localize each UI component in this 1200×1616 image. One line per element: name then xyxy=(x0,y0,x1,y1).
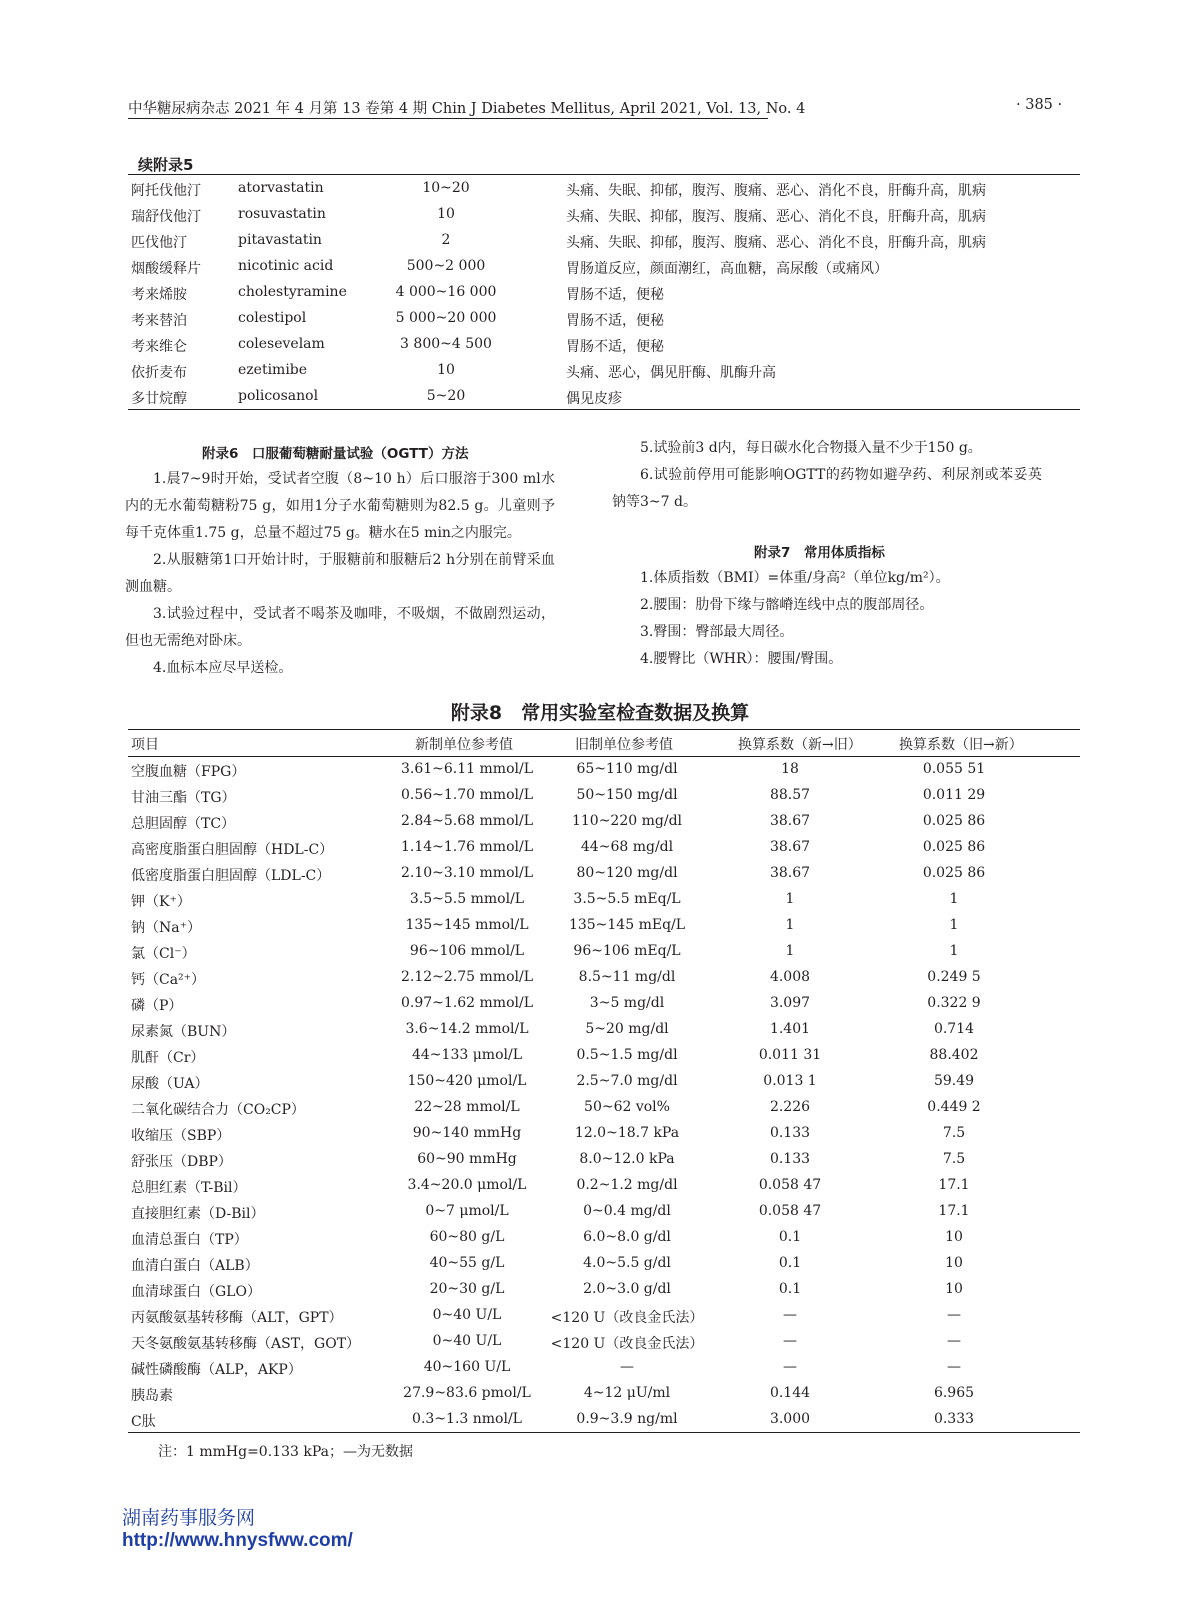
lab-old-unit: 0.2~1.2 mg/dl xyxy=(576,1177,678,1193)
lab-factor-old-new: 1 xyxy=(949,917,959,933)
lab-factor-old-new: 17.1 xyxy=(938,1177,970,1193)
lab-row xyxy=(128,1303,1080,1330)
lab-factor-old-new: 17.1 xyxy=(938,1203,970,1219)
body-index-item-4: 4.腰臀比（WHR）：腰围/臀围。 xyxy=(640,651,843,667)
drug-en-name: colestipol xyxy=(238,310,307,326)
lab-old-unit: 12.0~18.7 kPa xyxy=(574,1125,680,1141)
lab-old-unit: 50~150 mg/dl xyxy=(576,787,678,803)
lab-factor-old-new: 0.025 86 xyxy=(922,865,986,881)
drug-effects: 胃肠道反应，颜面潮红，高血糖，高尿酸（或痛风） xyxy=(566,261,888,277)
lab-new-unit: 2.10~3.10 mmol/L xyxy=(401,865,533,881)
lab-item: 直接胆红素（D-Bil） xyxy=(131,1206,265,1222)
appendix5-top-rule xyxy=(128,174,1080,175)
lab-row xyxy=(128,939,1080,966)
drug-cn-name: 考来维仑 xyxy=(131,339,187,355)
lab-factor-new-old: 1 xyxy=(785,917,795,933)
drug-dose: 10~20 xyxy=(422,180,470,196)
lab-factor-old-new: 0.249 5 xyxy=(927,969,981,985)
drug-en-name: pitavastatin xyxy=(238,232,322,248)
lab-old-unit: 96~106 mEq/L xyxy=(573,943,681,959)
lab-old-unit: 110~220 mg/dl xyxy=(571,813,683,829)
lab-factor-new-old: 2.226 xyxy=(769,1099,811,1115)
drug-row xyxy=(128,176,1080,203)
lab-old-unit: 50~62 vol% xyxy=(584,1099,670,1115)
drug-cn-name: 考来烯胺 xyxy=(131,287,187,303)
lab-row xyxy=(128,887,1080,914)
lab-factor-new-old: 0.1 xyxy=(778,1281,802,1297)
lab-item: 钾（K⁺） xyxy=(131,894,191,910)
running-header: 中华糖尿病杂志 2021 年 4 月第 13 卷第 4 期 Chin J Diabetes Mellitus, April 2021, Vol. 13, No. 4 xyxy=(128,101,806,117)
lab-factor-old-new: 88.402 xyxy=(929,1047,979,1063)
lab-row xyxy=(128,1355,1080,1382)
lab-old-unit: <120 U（改良金氏法） xyxy=(550,1310,704,1326)
lab-item: 血清白蛋白（ALB） xyxy=(131,1258,259,1274)
lab-new-unit: 3.4~20.0 μmol/L xyxy=(407,1177,527,1193)
lab-factor-new-old: 0.144 xyxy=(769,1385,811,1401)
lab-old-unit: 4.0~5.5 g/dl xyxy=(583,1255,671,1271)
drug-cn-name: 烟酸缓释片 xyxy=(131,261,201,277)
drug-en-name: cholestyramine xyxy=(238,284,347,300)
drug-cn-name: 多廿烷醇 xyxy=(131,391,187,407)
drug-effects: 头痛、失眠、抑郁，腹泻、腹痛、恶心、消化不良，肝酶升高，肌病 xyxy=(566,209,986,225)
drug-dose: 2 xyxy=(441,232,451,248)
lab-factor-new-old: — xyxy=(783,1359,797,1375)
lab-item: 甘油三酯（TG） xyxy=(131,790,236,806)
lab-factor-old-new: 0.333 xyxy=(933,1411,975,1427)
drug-en-name: atorvastatin xyxy=(238,180,324,196)
appendix7-title: 附录7 常用体质指标 xyxy=(754,545,885,561)
lab-factor-new-old: 1 xyxy=(785,891,795,907)
lab-item: 肌酐（Cr） xyxy=(131,1050,205,1066)
drug-effects: 胃肠不适，便秘 xyxy=(566,313,664,329)
lab-factor-new-old: 0.1 xyxy=(778,1255,802,1271)
lab-new-unit: 60~90 mmHg xyxy=(417,1151,517,1167)
lab-new-unit: 22~28 mmol/L xyxy=(414,1099,520,1115)
lab-item: 尿酸（UA） xyxy=(131,1076,209,1092)
drug-effects: 胃肠不适，便秘 xyxy=(566,287,664,303)
lab-new-unit: 2.84~5.68 mmol/L xyxy=(401,813,533,829)
lab-new-unit: 60~80 g/L xyxy=(429,1229,505,1245)
drug-row xyxy=(128,332,1080,359)
lab-factor-new-old: 18 xyxy=(781,761,799,777)
lab-new-unit: 3.6~14.2 mmol/L xyxy=(405,1021,529,1037)
lab-new-unit: 0~40 U/L xyxy=(432,1333,502,1349)
drug-effects: 胃肠不适，便秘 xyxy=(566,339,664,355)
lab-item: 二氧化碳结合力（CO₂CP） xyxy=(131,1102,305,1118)
appendix6-left-text xyxy=(125,466,555,682)
lab-factor-new-old: 88.57 xyxy=(769,787,811,803)
lab-old-unit: 5~20 mg/dl xyxy=(585,1021,669,1037)
page-number: · 385 · xyxy=(1016,97,1063,113)
lab-item: 钙（Ca²⁺） xyxy=(131,972,206,988)
lab-row xyxy=(128,1147,1080,1174)
lab-new-unit: 0.56~1.70 mmol/L xyxy=(401,787,533,803)
lab-row xyxy=(128,757,1080,784)
ogtt-step-5: 5.试验前3 d内，每日碳水化合物摄入量不少于150 g。 xyxy=(640,440,982,456)
drug-row xyxy=(128,384,1080,411)
lab-old-unit: 44~68 mg/dl xyxy=(580,839,674,855)
lab-factor-old-new: — xyxy=(947,1359,961,1375)
lab-new-unit: 135~145 mmol/L xyxy=(405,917,529,933)
lab-row xyxy=(128,1017,1080,1044)
lab-new-unit: 0.3~1.3 nmol/L xyxy=(412,1411,522,1427)
lab-old-unit: 65~110 mg/dl xyxy=(576,761,678,777)
drug-row xyxy=(128,280,1080,307)
lab-row xyxy=(128,1095,1080,1122)
lab-factor-new-old: 0.011 31 xyxy=(758,1047,822,1063)
appendix5-bottom-rule xyxy=(128,409,1080,410)
lab-item: 胰岛素 xyxy=(131,1388,173,1404)
lab-new-unit: 27.9~83.6 pmol/L xyxy=(403,1385,531,1401)
lab-factor-new-old: 0.133 xyxy=(769,1151,811,1167)
header-old-unit: 旧制单位参考值 xyxy=(575,737,673,753)
lab-item: 血清球蛋白（GLO） xyxy=(131,1284,261,1300)
drug-row xyxy=(128,202,1080,229)
drug-effects: 头痛、恶心，偶见肝酶、肌酶升高 xyxy=(566,365,776,381)
lab-factor-old-new: 1 xyxy=(949,943,959,959)
lab-factor-old-new: — xyxy=(947,1333,961,1349)
lab-factor-new-old: 0.058 47 xyxy=(758,1177,822,1193)
lab-new-unit: 44~133 μmol/L xyxy=(411,1047,523,1063)
watermark-url: http://www.hnysfww.com/ xyxy=(122,1530,353,1551)
lab-factor-old-new: 1 xyxy=(949,891,959,907)
lab-new-unit: 0~7 μmol/L xyxy=(425,1203,509,1219)
lab-old-unit: 0~0.4 mg/dl xyxy=(583,1203,671,1219)
lab-factor-new-old: 0.1 xyxy=(778,1229,802,1245)
lab-new-unit: 3.61~6.11 mmol/L xyxy=(401,761,533,777)
lab-factor-new-old: 0.133 xyxy=(769,1125,811,1141)
ogtt-step-4: 4.血标本应尽早送检。 xyxy=(153,660,293,676)
lab-old-unit: 8.0~12.0 kPa xyxy=(579,1151,675,1167)
lab-old-unit: — xyxy=(620,1359,634,1375)
ogtt-step-1: 1.晨7~9时开始，受试者空腹（8~10 h）后口服溶于300 ml水内的无水葡萄糖粉75 g，如用1分子水葡萄糖则为82.5 g。儿童则予每千克体重1.75 g，总量不超过75 g。糖水在5 min之内服完。 xyxy=(125,471,555,541)
lab-row xyxy=(128,991,1080,1018)
lab-row xyxy=(128,1381,1080,1408)
ogtt-step-6: 6.试验前停用可能影响OGTT的药物如避孕药、利尿剂或苯妥英钠等3~7 d。 xyxy=(612,467,1042,510)
lab-row xyxy=(128,861,1080,888)
lab-factor-old-new: 10 xyxy=(945,1255,963,1271)
header-new-unit: 新制单位参考值 xyxy=(415,737,513,753)
drug-row xyxy=(128,306,1080,333)
lab-factor-old-new: 7.5 xyxy=(942,1125,966,1141)
appendix6-right-text xyxy=(612,435,1042,516)
lab-old-unit: 0.9~3.9 ng/ml xyxy=(576,1411,678,1427)
appendix7-list xyxy=(640,565,1060,673)
lab-table-header xyxy=(128,730,1080,757)
header-factor-old-new: 换算系数（旧→新） xyxy=(899,737,1023,753)
lab-item: 低密度脂蛋白胆固醇（LDL-C） xyxy=(131,868,331,884)
lab-row xyxy=(128,783,1080,810)
lab-item: 血清总蛋白（TP） xyxy=(131,1232,248,1248)
lab-item: 天冬氨酸氨基转移酶（AST，GOT） xyxy=(131,1336,361,1352)
lab-row xyxy=(128,1121,1080,1148)
drug-dose: 10 xyxy=(437,206,455,222)
lab-new-unit: 90~140 mmHg xyxy=(412,1125,522,1141)
lab-row xyxy=(128,1407,1080,1434)
lab-factor-new-old: 1 xyxy=(785,943,795,959)
drug-en-name: colesevelam xyxy=(238,336,325,352)
lab-factor-new-old: 3.000 xyxy=(769,1411,811,1427)
lab-row xyxy=(128,835,1080,862)
appendix8-title: 附录8 常用实验室检查数据及换算 xyxy=(450,702,750,724)
lab-item: 空腹血糖（FPG） xyxy=(131,764,246,780)
lab-new-unit: 40~160 U/L xyxy=(423,1359,511,1375)
ogtt-step-2: 2.从服糖第1口开始计时，于服糖前和服糖后2 h分别在前臂采血测血糖。 xyxy=(125,552,555,595)
lab-row xyxy=(128,1199,1080,1226)
lab-row xyxy=(128,1251,1080,1278)
lab-item: 收缩压（SBP） xyxy=(131,1128,231,1144)
lab-item: 磷（P） xyxy=(131,998,183,1014)
drug-cn-name: 依折麦布 xyxy=(131,365,187,381)
lab-old-unit: 4~12 μU/ml xyxy=(583,1385,671,1401)
lab-factor-new-old: 38.67 xyxy=(769,839,811,855)
lab-factor-new-old: 1.401 xyxy=(769,1021,811,1037)
lab-factor-old-new: 0.449 2 xyxy=(927,1099,981,1115)
header-item: 项目 xyxy=(131,737,159,753)
lab-old-unit: 0.5~1.5 mg/dl xyxy=(576,1047,678,1063)
drug-dose: 10 xyxy=(437,362,455,378)
lab-new-unit: 0.97~1.62 mmol/L xyxy=(401,995,533,1011)
drug-en-name: nicotinic acid xyxy=(238,258,334,274)
lab-factor-new-old: — xyxy=(783,1307,797,1323)
lab-old-unit: 6.0~8.0 g/dl xyxy=(583,1229,671,1245)
lab-factor-new-old: — xyxy=(783,1333,797,1349)
lab-item: 舒张压（DBP） xyxy=(131,1154,232,1170)
drug-dose: 5 000~20 000 xyxy=(395,310,497,326)
lab-new-unit: 3.5~5.5 mmol/L xyxy=(409,891,525,907)
lab-factor-new-old: 38.67 xyxy=(769,865,811,881)
drug-effects: 头痛、失眠、抑郁，腹泻、腹痛、恶心、消化不良，肝酶升高，肌病 xyxy=(566,235,986,251)
watermark-name: 湖南药事服务网 xyxy=(122,1508,256,1529)
lab-old-unit: 2.0~3.0 g/dl xyxy=(583,1281,671,1297)
header-rule xyxy=(128,118,768,119)
lab-factor-new-old: 38.67 xyxy=(769,813,811,829)
drug-effects: 头痛、失眠、抑郁，腹泻、腹痛、恶心、消化不良，肝酶升高，肌病 xyxy=(566,183,986,199)
lab-item: 氯（Cl⁻） xyxy=(131,946,196,962)
lab-factor-old-new: 0.025 86 xyxy=(922,839,986,855)
site-watermark xyxy=(122,1508,353,1552)
lab-factor-old-new: 10 xyxy=(945,1281,963,1297)
lab-factor-old-new: — xyxy=(947,1307,961,1323)
lab-factor-old-new: 0.055 51 xyxy=(922,761,986,777)
lab-factor-old-new: 0.011 29 xyxy=(922,787,986,803)
lab-table-bottom-rule xyxy=(128,1432,1080,1433)
lab-factor-new-old: 0.013 1 xyxy=(763,1073,817,1089)
drug-cn-name: 瑞舒伐他汀 xyxy=(131,209,201,225)
lab-new-unit: 150~420 μmol/L xyxy=(407,1073,527,1089)
lab-old-unit: 3~5 mg/dl xyxy=(589,995,665,1011)
lab-factor-new-old: 4.008 xyxy=(769,969,811,985)
lab-factor-old-new: 0.714 xyxy=(933,1021,975,1037)
lab-item: 总胆红素（T-Bil） xyxy=(131,1180,247,1196)
header-factor-new-old: 换算系数（新→旧） xyxy=(738,737,862,753)
lab-factor-old-new: 6.965 xyxy=(933,1385,975,1401)
lab-factor-old-new: 10 xyxy=(945,1229,963,1245)
lab-new-unit: 1.14~1.76 mmol/L xyxy=(401,839,533,855)
lab-factor-old-new: 7.5 xyxy=(942,1151,966,1167)
lab-new-unit: 96~106 mmol/L xyxy=(409,943,525,959)
lab-row xyxy=(128,1043,1080,1070)
lab-row xyxy=(128,1173,1080,1200)
lab-old-unit: 8.5~11 mg/dl xyxy=(578,969,676,985)
drug-dose: 3 800~4 500 xyxy=(400,336,492,352)
lab-row xyxy=(128,809,1080,836)
lab-new-unit: 40~55 g/L xyxy=(429,1255,505,1271)
drug-cn-name: 匹伐他汀 xyxy=(131,235,187,251)
drug-row xyxy=(128,254,1080,281)
lab-factor-new-old: 3.097 xyxy=(769,995,811,1011)
lab-row xyxy=(128,1225,1080,1252)
lab-item: C肽 xyxy=(131,1414,156,1430)
lab-new-unit: 0~40 U/L xyxy=(432,1307,502,1323)
drug-effects: 偶见皮疹 xyxy=(566,391,622,407)
lab-row xyxy=(128,1277,1080,1304)
lab-new-unit: 2.12~2.75 mmol/L xyxy=(401,969,533,985)
drug-en-name: policosanol xyxy=(238,388,319,404)
lab-factor-new-old: 0.058 47 xyxy=(758,1203,822,1219)
lab-factor-old-new: 0.322 9 xyxy=(927,995,981,1011)
appendix6-title: 附录6 口服葡萄糖耐量试验（OGTT）方法 xyxy=(202,446,469,462)
lab-row xyxy=(128,965,1080,992)
lab-item: 钠（Na⁺） xyxy=(131,920,201,936)
lab-item: 总胆固醇（TC） xyxy=(131,816,236,832)
lab-factor-old-new: 59.49 xyxy=(933,1073,975,1089)
lab-old-unit: 135~145 mEq/L xyxy=(568,917,686,933)
ogtt-step-3: 3.试验过程中，受试者不喝茶及咖啡，不吸烟，不做剧烈运动，但也无需绝对卧床。 xyxy=(125,606,555,649)
lab-row xyxy=(128,1329,1080,1356)
lab-item: 碱性磷酸酶（ALP，AKP） xyxy=(131,1362,302,1378)
drug-dose: 500~2 000 xyxy=(406,258,486,274)
drug-en-name: ezetimibe xyxy=(238,362,308,378)
drug-row xyxy=(128,358,1080,385)
drug-dose: 5~20 xyxy=(426,388,466,404)
lab-old-unit: 3.5~5.5 mEq/L xyxy=(573,891,681,907)
lab-factor-old-new: 0.025 86 xyxy=(922,813,986,829)
lab-old-unit: 2.5~7.0 mg/dl xyxy=(576,1073,678,1089)
body-index-item-3: 3.臀围：臀部最大周径。 xyxy=(640,624,794,640)
drug-cn-name: 考来替泊 xyxy=(131,313,187,329)
body-index-item-1: 1.体质指数（BMI）=体重/身高²（单位kg/m²）。 xyxy=(640,570,950,586)
drug-row xyxy=(128,228,1080,255)
lab-item: 尿素氮（BUN） xyxy=(131,1024,236,1040)
lab-item: 高密度脂蛋白胆固醇（HDL-C） xyxy=(131,842,334,858)
drug-en-name: rosuvastatin xyxy=(238,206,326,222)
drug-dose: 4 000~16 000 xyxy=(395,284,497,300)
lab-item: 丙氨酸氨基转移酶（ALT，GPT） xyxy=(131,1310,343,1326)
lab-old-unit: 80~120 mg/dl xyxy=(576,865,678,881)
body-index-item-2: 2.腰围：肋骨下缘与髂嵴连线中点的腹部周径。 xyxy=(640,597,934,613)
table-note: 注：1 mmHg=0.133 kPa；—为无数据 xyxy=(158,1444,413,1460)
lab-new-unit: 20~30 g/L xyxy=(429,1281,505,1297)
lab-row xyxy=(128,913,1080,940)
appendix5-cont-title: 续附录5 xyxy=(138,156,194,174)
drug-cn-name: 阿托伐他汀 xyxy=(131,183,201,199)
lab-old-unit: <120 U（改良金氏法） xyxy=(550,1336,704,1352)
lab-row xyxy=(128,1069,1080,1096)
